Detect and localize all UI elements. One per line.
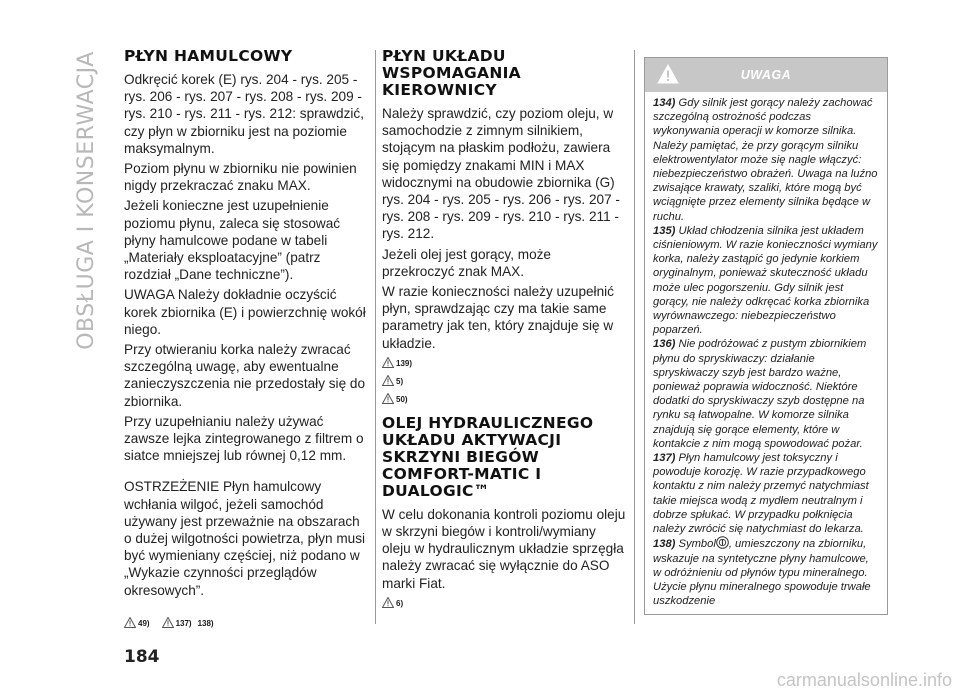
- caution-icon: [382, 597, 394, 608]
- warning-header: [645, 58, 887, 92]
- paragraph: Jeżeli olej jest gorący, może przekroczyć znak MAX.: [382, 246, 551, 279]
- caution-icon: [382, 375, 394, 386]
- paragraph: W razie konieczności należy uzupełnić płyn, sprawdzając czy ma takie same parametry jak ten, który znajduje się w układzie.: [382, 284, 614, 351]
- watermark: carmanualsonline.info: [776, 670, 952, 690]
- reference-marker: 5): [382, 375, 403, 386]
- reference-marker: 138): [197, 618, 214, 628]
- section-heading: PŁYN HAMULCOWY: [124, 47, 293, 65]
- column-divider: [375, 50, 376, 624]
- reference-marker: 50): [382, 393, 408, 404]
- warning-icon: [382, 357, 394, 368]
- warning-item: 137) Płyn hamulcowy jest toksyczny i powoduje korozję. W razie przypadkowego kontaktu z nim należy przemyć natychmiast takie miejsca wodą z mydłem neutralnym i dobrze spłukać. W przypadku połknięcia należy zwrócić się natychmiast do lekarza.: [653, 452, 869, 536]
- paragraph: UWAGA Należy dokładnie oczyścić korek zbiornika (E) i powierzchnię wokół niego.: [124, 287, 366, 337]
- reference-marker: 137): [162, 617, 192, 628]
- column-power-steering: [382, 48, 626, 613]
- reference-marker: 6): [382, 597, 403, 608]
- paragraph: Należy sprawdzić, czy poziom oleju, w samochodzie z zimnym silnikiem, stojącym na płaskim podłożu, zawiera się pomiędzy znakami MIN i MAX widocznymi na obudowie zbiornika (G) rys. 204 - rys. 205 - rys. 206 - rys. 207 - rys. 208 - rys. 209 - rys. 210 - rys. 211 - rys. 212.: [382, 106, 620, 242]
- chapter-side-tab: [66, 40, 106, 360]
- paragraph: Przy uzupełnianiu należy używać zawsze lejka zintegrowanego z filtrem o siatce mniejszej lub równej 0,12 mm.: [124, 413, 364, 464]
- paragraph: Poziom płynu w zbiorniku nie powinien nigdy przekraczać znaku MAX.: [124, 161, 357, 194]
- paragraph: Odkręcić korek (E) rys. 204 - rys. 205 - rys. 206 - rys. 207 - rys. 208 - rys. 209 - rys. 210 - rys. 211 - rys. 212: sprawdzić, czy płyn w zbiorniku jest na poziomie maksymalnym.: [124, 72, 364, 156]
- reference-markers: [124, 617, 368, 628]
- warning-icon: [657, 64, 679, 84]
- section-heading: OLEJ HYDRAULICZNEGO UKŁADU AKTYWACJI SKRZYNI BIEGÓW COMFORT-MATIC I DUALOGIC™: [382, 413, 594, 500]
- warning-item: 138) Symbol , umieszczony na zbiorniku, wskazuje na syntetyczne płyny hamulcowe, w odróżnieniu od płynów typu mineralnego. Użycie płynu mineralnego spowoduje trwałe uszkodzenie: [653, 538, 871, 608]
- warning-box: [644, 57, 888, 615]
- warning-item: 134) Gdy silnik jest gorący należy zachować szczególną ostrożność podczas wykonywania operacji w komorze silnika. Należy pamiętać, że przy gorącym silniku elektrowentylator może się nagle włączyć: niebezpieczeństwo obrażeń. Uwaga na luźno zwisające krawaty, szaliki, które mogą być wciągnięte przez elementy silnika będące w ruchu.: [653, 97, 878, 223]
- column-brake-fluid: [124, 48, 368, 634]
- warning-icon: [162, 617, 174, 628]
- paragraph: Jeżeli konieczne jest uzupełnienie poziomu płynu, zaleca się stosować płyny hamulcowe podane w tabeli „Materiały eksploatacyjne” (patrz rozdział „Dane techniczne”).: [124, 198, 341, 283]
- warning-item: 135) Układ chłodzenia silnika jest układem ciśnieniowym. W razie konieczności wymiany korka, należy zastąpić go jedynie korkiem oryginalnym, ponieważ skuteczność układu może ulec pogorszeniu. Gdy silnik jest gorący, nie należy odkręcać korka zbiornika wyrównawczego: niebezpieczeństwo poparzeń.: [653, 224, 878, 337]
- chapter-title: OBSŁUGA I KONSERWACJA: [73, 50, 99, 350]
- reference-marker: 139): [382, 357, 412, 368]
- warning-note: OSTRZEŻENIE Płyn hamulcowy wchłania wilgoć, jeżeli samochód używany jest przeważnie na obszarach o dużej wilgotności powietrza, płyn musi być wymieniany częściej, niż podano w „Wykazie czynności przeglądów okresowych”.: [124, 479, 366, 598]
- column-divider: [634, 50, 635, 624]
- caution-icon: [382, 393, 394, 404]
- section-heading: PŁYN UKŁADU WSPOMAGANIA KIEROWNICY: [382, 47, 521, 99]
- column-warnings: [644, 57, 888, 615]
- warning-body: [645, 92, 887, 614]
- reference-marker: 49): [124, 617, 150, 628]
- page-number: 184: [124, 647, 160, 667]
- caution-icon: [124, 617, 136, 628]
- paragraph: Przy otwieraniu korka należy zwracać szczególną uwagę, aby ewentualne zanieczyszczenia nie przedostały się do zbiornika.: [124, 342, 366, 409]
- synthetic-fluid-symbol-icon: [716, 536, 729, 549]
- reference-markers: [382, 355, 626, 409]
- warning-item: 136) Nie podróżować z pustym zbiornikiem płynu do spryskiwaczy: działanie spryskiwaczy szyb jest bardzo ważne, ponieważ poprawia widoczność. Niektóre dodatki do spryskiwaczy szyb dostępne na rynku są łatwopalne. W komorze silnika znajdują się gorące elementy, które w kontakcie z nim mogą spowodować pożar.: [653, 338, 867, 450]
- warning-title: UWAGA: [740, 68, 792, 82]
- paragraph: W celu dokonania kontroli poziomu oleju w skrzyni biegów i kontroli/wymiany oleju w hydraulicznym układzie sprzęgła należy zwracać się wyłącznie do ASO marki Fiat.: [382, 506, 626, 591]
